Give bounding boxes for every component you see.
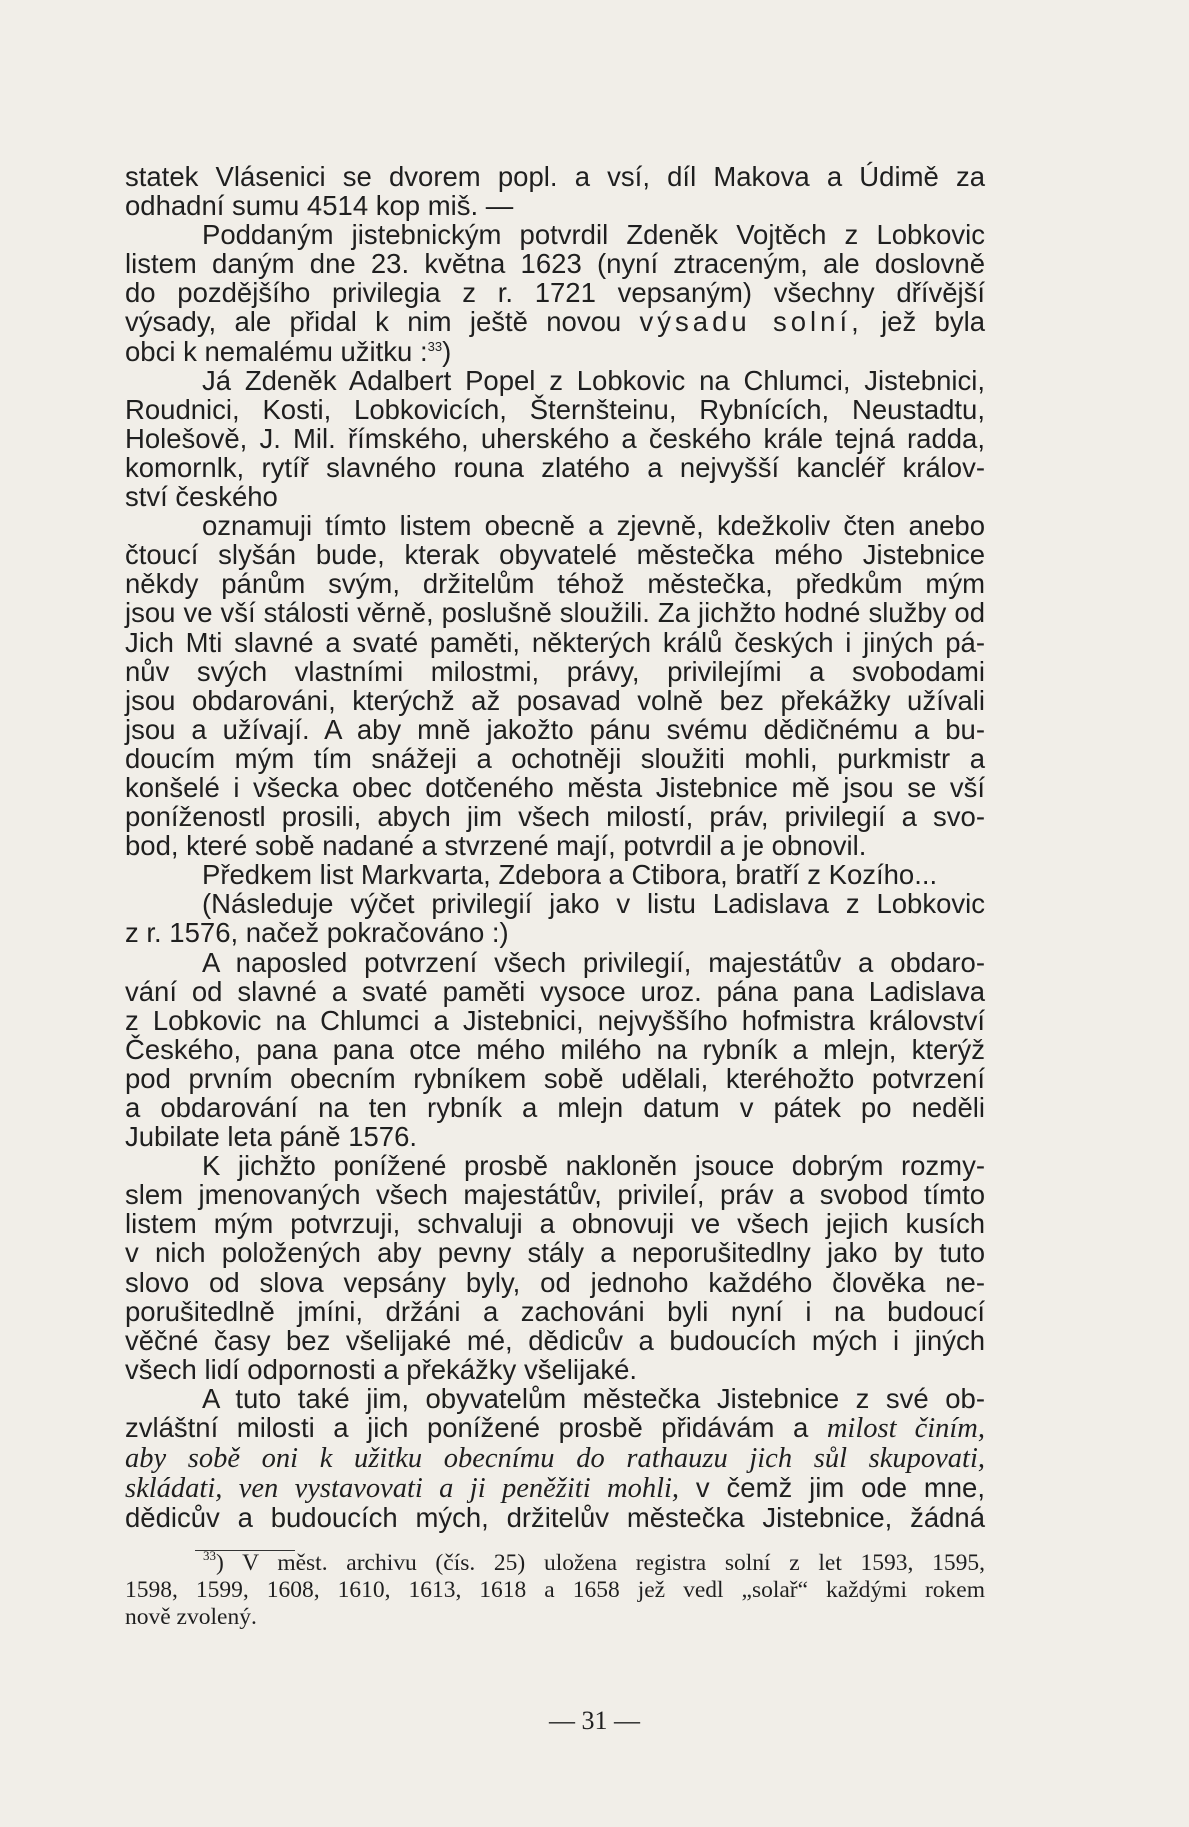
text-line: obci k nemalému užitku :$^{33}$) bbox=[125, 335, 452, 367]
text-line: ství českého bbox=[125, 481, 278, 513]
text-line: do pozdějšího privilegia z r. 1721 vepsaným) všechny dřívější bbox=[125, 277, 985, 309]
text-line: někdy pánům svým, držitelům téhož městečka, předkům mým bbox=[125, 568, 985, 600]
text-line: konšelé i všecka obec dotčeného města Jistebnice mě jsou se vší bbox=[125, 771, 985, 803]
text-line: Jubilate leta páně 1576. bbox=[125, 1121, 418, 1153]
text-line: jsou ve vší stálosti věrně, poslušně sloužili. Za jichžto hodné služby od bbox=[125, 597, 985, 629]
text-line: Jich Mti slavné a svaté paměti, některých králů českých i jiných pá- bbox=[125, 626, 985, 658]
text-line: skládati, ven vystavovati a ji peněžiti mohli, v čemž jim ode mne, bbox=[125, 1472, 985, 1505]
text-line: vání od slavné a svaté paměti vysoce uroz. pána pana Ladislava bbox=[125, 975, 985, 1007]
text-line: výsady, ale přidal k nim ještě novou výsadu solní, jež byla bbox=[125, 306, 985, 338]
body-text bbox=[125, 162, 985, 1532]
italic-phrase: skládati, ven vystavovati a ji peněžiti mohli, bbox=[125, 1473, 680, 1505]
text-line: (Následuje výčet privilegií jako v listu Ladislava z Lobkovic bbox=[202, 888, 985, 920]
text-line: porušitedlně jmíni, držáni a zachováni byli nyní i na budoucí bbox=[125, 1295, 985, 1327]
text-line: věčné časy bez všelijaké mé, dědicův a budoucích mých i jiných bbox=[125, 1324, 985, 1356]
text-line: Poddaným jistebnickým potvrdil Zdeněk Vojtěch z Lobkovic bbox=[202, 219, 985, 251]
text-line: listem daným dne 23. května 1623 (nyní ztraceným, ale doslovně bbox=[125, 248, 985, 280]
text-line: jsou obdarováni, kterýchž až posavad volně bez překážky užívali bbox=[125, 684, 985, 716]
text-line: poníženostl prosili, abych jim všech milostí, práv, privilegií a svo- bbox=[125, 801, 985, 833]
footnote-line: 1598, 1599, 1608, 1610, 1613, 1618 a 1658 jež vedl „solař“ každými rokem bbox=[125, 1577, 985, 1603]
text-line: statek Vlásenici se dvorem popl. a vsí, díl Makova a Údimě za bbox=[125, 161, 985, 192]
text-line: všech lidí odpornosti a překážky všelijaké. bbox=[125, 1353, 638, 1385]
text-line: bod, které sobě nadané a stvrzené mají, potvrdil a je obnovil. bbox=[125, 830, 867, 862]
spaced-emphasis: výsadu solní, bbox=[639, 306, 863, 338]
text-line: z Lobkovic na Chlumci a Jistebnici, nejvyššího hofmistra království bbox=[125, 1004, 985, 1036]
text-line: slovo od slova vepsány byly, od jednoho každého člověka ne- bbox=[125, 1266, 985, 1298]
page-number: — 31 — bbox=[549, 1706, 640, 1735]
text-line: pod prvním obecním rybníkem sobě udělali, kteréhožto potvrzení bbox=[125, 1062, 985, 1094]
text-line: A naposled potvrzení všech privilegií, majestátův a obdaro- bbox=[202, 946, 985, 978]
footnote-line: $^{33}$) V měst. archivu (čís. 25) uložena registra solní z let 1593, 1595, bbox=[203, 1548, 985, 1576]
italic-phrase: aby sobě oni k užitku obecnímu do rathauzu jich sůl skupovati, bbox=[125, 1443, 985, 1475]
text-line: Předkem list Markvarta, Zdebora a Ctibora, bratří z Kozího... bbox=[202, 859, 938, 891]
text-line: čtoucí slyšán bude, kterak obyvatelé městečka mého Jistebnice bbox=[125, 539, 985, 571]
text-line: Já Zdeněk Adalbert Popel z Lobkovic na Chlumci, Jistebnici, bbox=[202, 364, 985, 396]
text-line bbox=[125, 1443, 985, 1473]
text-line: Českého, pana pana otce mého milého na rybník a mlejn, kterýž bbox=[125, 1033, 985, 1065]
text-line: Roudnici, Kosti, Lobkovicích, Šternšteinu, Rybnících, Neustadtu, bbox=[125, 393, 985, 425]
text-line: z r. 1576, načež pokračováno :) bbox=[125, 917, 509, 949]
text-line: komornlk, rytíř slavného rouna zlatého a nejvyšší kancléř králov- bbox=[125, 451, 985, 483]
text-line: doucím mým tím snážeji a ochotněji sloužiti mohli, purkmistr a bbox=[125, 742, 985, 774]
text-line: K jichžto ponížené prosbě nakloněn jsouce dobrým rozmy- bbox=[202, 1150, 985, 1182]
text-line: slem jmenovaných všech majestátův, privileí, práv a svobod tímto bbox=[125, 1179, 985, 1211]
footnote-mark: 33 bbox=[203, 1548, 216, 1563]
footnote-ref: 33 bbox=[427, 338, 443, 354]
text-line: Holešově, J. Mil. římského, uherského a českého krále tejná radda, bbox=[125, 422, 985, 454]
text-line: jsou a užívají. A aby mně jakožto pánu svému dědičnému a bu- bbox=[125, 713, 985, 745]
text-line: oznamuji tímto listem obecně a zjevně, kdežkoliv čten anebo bbox=[202, 510, 985, 542]
text-line: zvláštní milosti a jich ponížené prosbě přidávám a milost činím, bbox=[125, 1412, 986, 1445]
footnote-line: nově zvolený. bbox=[125, 1604, 257, 1630]
text-line: a obdarování na ten rybník a mlejn datum v pátek po neděli bbox=[125, 1092, 985, 1123]
text-line: nův svých vlastními milostmi, právy, privilejími a svobodami bbox=[125, 655, 985, 687]
text-line: dědicův a budoucích mých, držitelův městečka Jistebnice, žádná bbox=[125, 1502, 985, 1534]
text-line: odhadní sumu 4514 kop miš. — bbox=[125, 190, 514, 222]
text-line: A tuto také jim, obyvatelům městečka Jistebnice z své ob- bbox=[202, 1382, 985, 1414]
italic-phrase: milost činím, bbox=[826, 1413, 986, 1445]
text-line: listem mým potvrzuji, schvaluji a obnovuji ve všech jejich kusích bbox=[125, 1208, 985, 1240]
text-line: v nich položených aby pevny stály a neporušitedlny jako by tuto bbox=[125, 1237, 985, 1269]
footnote bbox=[125, 1550, 985, 1631]
